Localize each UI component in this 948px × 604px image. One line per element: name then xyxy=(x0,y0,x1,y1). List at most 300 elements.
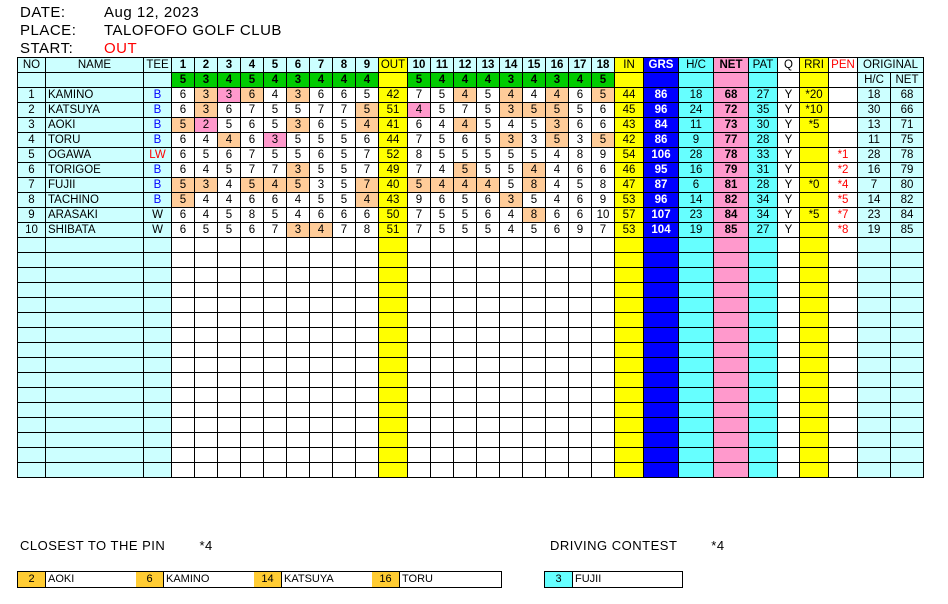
start-label: START: xyxy=(20,40,74,57)
net-score: 85 xyxy=(714,223,749,238)
hole-score: 6 xyxy=(569,163,592,178)
empty-cell xyxy=(500,373,523,388)
net-score: 82 xyxy=(714,193,749,208)
empty-cell xyxy=(891,463,924,478)
hole-score: 5 xyxy=(523,193,546,208)
empty-cell xyxy=(477,418,500,433)
in-total: 46 xyxy=(615,163,644,178)
empty-cell xyxy=(46,358,144,373)
gross-score: 104 xyxy=(644,223,679,238)
hole-score: 4 xyxy=(546,148,569,163)
original-hc: 28 xyxy=(858,148,891,163)
empty-cell xyxy=(592,328,615,343)
empty-cell xyxy=(778,463,800,478)
empty-cell xyxy=(778,358,800,373)
hole-score: 4 xyxy=(454,88,477,103)
in-total: 42 xyxy=(615,133,644,148)
player-tee: B xyxy=(144,193,172,208)
empty-cell xyxy=(46,448,144,463)
empty-cell xyxy=(546,343,569,358)
hole-score: 4 xyxy=(218,193,241,208)
col-orig-net-header: NET xyxy=(891,73,924,88)
net-score: 77 xyxy=(714,133,749,148)
player-no: 3 xyxy=(18,118,46,133)
empty-cell xyxy=(500,403,523,418)
empty-cell xyxy=(592,253,615,268)
hole-score: 6 xyxy=(172,163,195,178)
par-blank xyxy=(644,73,679,88)
empty-cell xyxy=(714,313,749,328)
empty-cell xyxy=(778,448,800,463)
hole-score: 5 xyxy=(477,148,500,163)
hole-score: 5 xyxy=(569,178,592,193)
empty-cell xyxy=(172,358,195,373)
empty-cell xyxy=(431,313,454,328)
empty-cell xyxy=(778,298,800,313)
empty-cell xyxy=(592,358,615,373)
empty-cell xyxy=(546,358,569,373)
empty-cell xyxy=(592,463,615,478)
par-blank xyxy=(615,73,644,88)
empty-cell xyxy=(454,403,477,418)
empty-cell xyxy=(18,328,46,343)
hole-score: 5 xyxy=(523,103,546,118)
empty-cell xyxy=(333,433,356,448)
empty-cell xyxy=(264,448,287,463)
empty-cell xyxy=(172,238,195,253)
par-cell: 4 xyxy=(356,73,379,88)
empty-cell xyxy=(218,253,241,268)
hole-score: 8 xyxy=(592,178,615,193)
empty-cell xyxy=(714,253,749,268)
out-total: 41 xyxy=(379,118,408,133)
empty-cell xyxy=(679,328,714,343)
hole-score: 5 xyxy=(264,148,287,163)
empty-cell xyxy=(615,253,644,268)
hole-header: 18 xyxy=(592,58,615,73)
hole-score: 4 xyxy=(218,133,241,148)
hole-header: 3 xyxy=(218,58,241,73)
hole-score: 6 xyxy=(172,133,195,148)
hole-score: 3 xyxy=(218,88,241,103)
player-row xyxy=(18,193,924,208)
empty-cell xyxy=(454,373,477,388)
empty-cell xyxy=(615,238,644,253)
player-name: KATSUYA xyxy=(46,103,144,118)
empty-cell xyxy=(18,313,46,328)
empty-cell xyxy=(310,238,333,253)
par-cell: 5 xyxy=(172,73,195,88)
hole-score: 5 xyxy=(592,88,615,103)
hole-score: 9 xyxy=(592,193,615,208)
hole-score: 10 xyxy=(592,208,615,223)
empty-cell xyxy=(144,313,172,328)
original-hc: 7 xyxy=(858,178,891,193)
empty-cell xyxy=(144,283,172,298)
empty-cell xyxy=(523,463,546,478)
hole-score: 5 xyxy=(333,178,356,193)
empty-cell xyxy=(356,448,379,463)
empty-cell xyxy=(749,343,778,358)
empty-cell xyxy=(800,403,829,418)
empty-cell xyxy=(264,238,287,253)
hole-score: 5 xyxy=(569,103,592,118)
putts: 27 xyxy=(749,88,778,103)
empty-cell xyxy=(379,373,408,388)
empty-cell xyxy=(379,403,408,418)
empty-cell xyxy=(500,448,523,463)
gross-score: 95 xyxy=(644,163,679,178)
hole-score: 5 xyxy=(287,148,310,163)
empty-cell xyxy=(333,463,356,478)
empty-cell xyxy=(172,433,195,448)
hole-score: 8 xyxy=(523,208,546,223)
empty-cell xyxy=(431,388,454,403)
empty-cell xyxy=(714,403,749,418)
empty-cell xyxy=(356,463,379,478)
empty-cell xyxy=(477,298,500,313)
empty-cell xyxy=(241,313,264,328)
putts: 28 xyxy=(749,133,778,148)
gross-score: 106 xyxy=(644,148,679,163)
winner-name: FUJII xyxy=(575,573,602,585)
rri-value: *20 xyxy=(800,88,829,103)
empty-cell xyxy=(644,298,679,313)
hole-score: 5 xyxy=(218,163,241,178)
winner-hole: 2 xyxy=(18,572,46,587)
empty-cell xyxy=(264,433,287,448)
empty-cell xyxy=(749,298,778,313)
player-name: OGAWA xyxy=(46,148,144,163)
empty-cell xyxy=(714,463,749,478)
hole-score: 5 xyxy=(431,208,454,223)
putts: 30 xyxy=(749,118,778,133)
empty-cell xyxy=(858,283,891,298)
place-label: PLACE: xyxy=(20,22,77,39)
hole-score: 4 xyxy=(546,193,569,208)
empty-cell xyxy=(569,343,592,358)
player-row xyxy=(18,223,924,238)
hole-score: 4 xyxy=(431,178,454,193)
empty-cell xyxy=(891,283,924,298)
empty-cell xyxy=(858,358,891,373)
empty-row xyxy=(18,433,924,448)
handicap: 11 xyxy=(679,118,714,133)
empty-cell xyxy=(546,328,569,343)
hole-score: 3 xyxy=(287,163,310,178)
empty-cell xyxy=(287,268,310,283)
hole-score: 6 xyxy=(172,103,195,118)
empty-cell xyxy=(46,418,144,433)
col-q-header: Q xyxy=(778,58,800,73)
empty-cell xyxy=(144,358,172,373)
empty-cell xyxy=(264,388,287,403)
empty-cell xyxy=(310,328,333,343)
original-hc: 30 xyxy=(858,103,891,118)
empty-cell xyxy=(477,253,500,268)
hole-score: 5 xyxy=(477,223,500,238)
player-tee: B xyxy=(144,133,172,148)
putts: 28 xyxy=(749,178,778,193)
hole-score: 5 xyxy=(218,208,241,223)
empty-cell xyxy=(829,373,858,388)
empty-cell xyxy=(714,328,749,343)
hole-score: 6 xyxy=(310,148,333,163)
empty-cell xyxy=(592,448,615,463)
par-blank xyxy=(749,73,778,88)
empty-cell xyxy=(195,343,218,358)
empty-cell xyxy=(408,433,431,448)
empty-cell xyxy=(477,328,500,343)
empty-cell xyxy=(333,253,356,268)
empty-cell xyxy=(172,343,195,358)
hole-score: 7 xyxy=(310,103,333,118)
player-name: FUJII xyxy=(46,178,144,193)
empty-cell xyxy=(569,313,592,328)
hole-score: 8 xyxy=(569,148,592,163)
in-total: 53 xyxy=(615,223,644,238)
empty-cell xyxy=(144,418,172,433)
net-score: 81 xyxy=(714,178,749,193)
hole-score: 7 xyxy=(241,163,264,178)
empty-cell xyxy=(500,298,523,313)
empty-cell xyxy=(287,253,310,268)
player-name: TORIGOE xyxy=(46,163,144,178)
empty-cell xyxy=(569,463,592,478)
empty-cell xyxy=(615,403,644,418)
putts: 33 xyxy=(749,148,778,163)
empty-cell xyxy=(310,463,333,478)
hole-score: 5 xyxy=(310,193,333,208)
hole-score: 5 xyxy=(172,193,195,208)
original-net: 79 xyxy=(891,163,924,178)
empty-cell xyxy=(615,418,644,433)
gross-score: 84 xyxy=(644,118,679,133)
hole-score: 5 xyxy=(523,118,546,133)
empty-cell xyxy=(287,403,310,418)
empty-cell xyxy=(379,463,408,478)
empty-cell xyxy=(144,433,172,448)
hole-score: 3 xyxy=(569,133,592,148)
empty-cell xyxy=(858,253,891,268)
empty-cell xyxy=(46,403,144,418)
empty-cell xyxy=(500,463,523,478)
empty-cell xyxy=(891,238,924,253)
hole-score: 6 xyxy=(477,208,500,223)
empty-cell xyxy=(778,343,800,358)
empty-cell xyxy=(569,253,592,268)
hole-score: 3 xyxy=(287,223,310,238)
winner-name: TORU xyxy=(402,573,433,585)
col-original-header: ORIGINAL xyxy=(858,58,924,73)
empty-cell xyxy=(144,328,172,343)
hole-score: 5 xyxy=(333,193,356,208)
hole-score: 5 xyxy=(172,118,195,133)
hole-header: 17 xyxy=(569,58,592,73)
original-net: 75 xyxy=(891,133,924,148)
empty-cell xyxy=(523,298,546,313)
hole-score: 5 xyxy=(218,118,241,133)
empty-cell xyxy=(615,433,644,448)
empty-cell xyxy=(454,283,477,298)
empty-cell xyxy=(592,433,615,448)
hole-score: 7 xyxy=(356,163,379,178)
empty-cell xyxy=(144,298,172,313)
empty-cell xyxy=(800,463,829,478)
hole-score: 6 xyxy=(333,208,356,223)
empty-cell xyxy=(679,283,714,298)
hole-score: 8 xyxy=(523,178,546,193)
hole-score: 7 xyxy=(333,223,356,238)
rri-value xyxy=(800,133,829,148)
hole-score: 7 xyxy=(408,88,431,103)
empty-cell xyxy=(333,373,356,388)
hole-score: 4 xyxy=(264,178,287,193)
empty-cell xyxy=(858,463,891,478)
empty-cell xyxy=(800,268,829,283)
empty-cell xyxy=(310,373,333,388)
player-row xyxy=(18,133,924,148)
empty-cell xyxy=(644,448,679,463)
empty-cell xyxy=(431,463,454,478)
putts: 31 xyxy=(749,163,778,178)
empty-cell xyxy=(264,373,287,388)
out-total: 50 xyxy=(379,208,408,223)
hole-score: 8 xyxy=(241,208,264,223)
par-cell: 5 xyxy=(592,73,615,88)
hole-header: 4 xyxy=(241,58,264,73)
empty-cell xyxy=(546,283,569,298)
empty-cell xyxy=(891,313,924,328)
hole-score: 8 xyxy=(408,148,431,163)
hole-score: 4 xyxy=(500,223,523,238)
empty-cell xyxy=(500,388,523,403)
hole-score: 5 xyxy=(218,223,241,238)
net-score: 79 xyxy=(714,163,749,178)
empty-cell xyxy=(431,403,454,418)
empty-cell xyxy=(241,403,264,418)
hole-score: 6 xyxy=(241,118,264,133)
hole-score: 5 xyxy=(195,223,218,238)
empty-cell xyxy=(287,343,310,358)
empty-cell xyxy=(379,238,408,253)
hole-score: 3 xyxy=(500,133,523,148)
empty-cell xyxy=(592,283,615,298)
empty-cell xyxy=(829,253,858,268)
in-total: 53 xyxy=(615,193,644,208)
col-rri-header: RRI xyxy=(800,58,829,73)
empty-cell xyxy=(379,298,408,313)
empty-cell xyxy=(18,238,46,253)
empty-cell xyxy=(829,238,858,253)
rri-value xyxy=(800,223,829,238)
empty-cell xyxy=(241,358,264,373)
hole-score: 7 xyxy=(241,148,264,163)
hole-score: 6 xyxy=(310,118,333,133)
empty-cell xyxy=(218,448,241,463)
hole-score: 4 xyxy=(500,88,523,103)
hole-score: 5 xyxy=(287,178,310,193)
empty-cell xyxy=(829,463,858,478)
empty-cell xyxy=(592,418,615,433)
empty-cell xyxy=(144,463,172,478)
empty-cell xyxy=(356,418,379,433)
empty-cell xyxy=(500,253,523,268)
empty-cell xyxy=(800,328,829,343)
empty-cell xyxy=(891,448,924,463)
empty-cell xyxy=(592,403,615,418)
empty-cell xyxy=(546,373,569,388)
hole-score: 3 xyxy=(500,103,523,118)
hole-score: 5 xyxy=(431,88,454,103)
empty-cell xyxy=(858,328,891,343)
empty-cell xyxy=(310,418,333,433)
hole-score: 7 xyxy=(264,163,287,178)
empty-cell xyxy=(546,448,569,463)
empty-cell xyxy=(46,388,144,403)
hole-header: 16 xyxy=(546,58,569,73)
empty-cell xyxy=(615,463,644,478)
hole-score: 6 xyxy=(264,193,287,208)
hole-score: 4 xyxy=(431,118,454,133)
empty-cell xyxy=(408,313,431,328)
empty-cell xyxy=(241,418,264,433)
hole-score: 6 xyxy=(172,148,195,163)
net-score: 78 xyxy=(714,148,749,163)
empty-cell xyxy=(454,358,477,373)
empty-cell xyxy=(454,463,477,478)
empty-cell xyxy=(858,268,891,283)
hole-score: 4 xyxy=(546,178,569,193)
empty-cell xyxy=(829,313,858,328)
winner-name: KAMINO xyxy=(166,573,210,585)
hole-score: 5 xyxy=(264,208,287,223)
empty-cell xyxy=(592,238,615,253)
empty-cell xyxy=(546,313,569,328)
net-score: 84 xyxy=(714,208,749,223)
par-blank xyxy=(714,73,749,88)
empty-cell xyxy=(218,388,241,403)
empty-cell xyxy=(523,418,546,433)
empty-cell xyxy=(500,238,523,253)
empty-cell xyxy=(144,268,172,283)
empty-row xyxy=(18,268,924,283)
empty-cell xyxy=(356,328,379,343)
empty-cell xyxy=(644,403,679,418)
in-total: 44 xyxy=(615,88,644,103)
empty-cell xyxy=(333,403,356,418)
col-pen-header: PEN xyxy=(829,58,858,73)
empty-cell xyxy=(523,433,546,448)
empty-cell xyxy=(264,268,287,283)
empty-cell xyxy=(749,448,778,463)
empty-cell xyxy=(858,298,891,313)
empty-cell xyxy=(46,268,144,283)
empty-cell xyxy=(778,433,800,448)
penalty xyxy=(829,118,858,133)
empty-cell xyxy=(500,328,523,343)
empty-cell xyxy=(18,388,46,403)
in-total: 45 xyxy=(615,103,644,118)
empty-cell xyxy=(477,238,500,253)
qualified: Y xyxy=(778,103,800,118)
hole-score: 5 xyxy=(431,103,454,118)
empty-cell xyxy=(18,463,46,478)
empty-cell xyxy=(546,418,569,433)
par-cell: 4 xyxy=(264,73,287,88)
empty-cell xyxy=(644,433,679,448)
empty-row xyxy=(18,328,924,343)
